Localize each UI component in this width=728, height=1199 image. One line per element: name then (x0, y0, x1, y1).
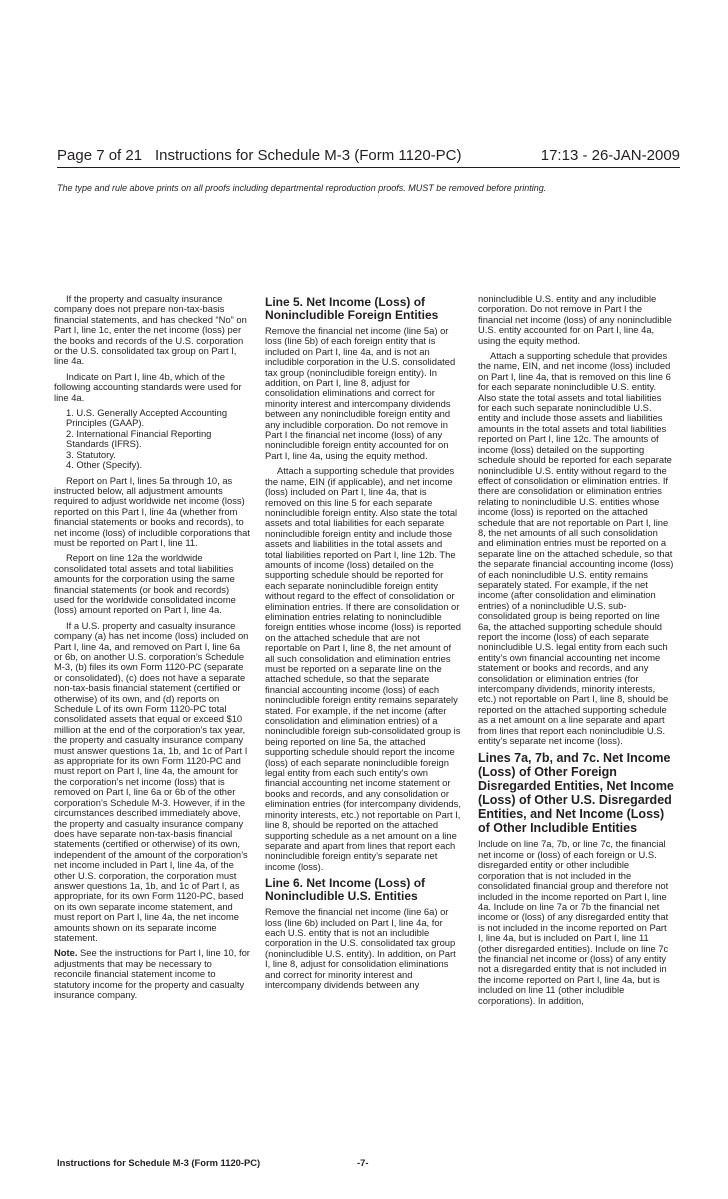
note-paragraph (54, 948, 250, 1000)
column-1 (54, 294, 250, 1005)
section-heading-line-5: Line 5. Net Income (Loss) of Nonincludible Foreign Entities (265, 295, 439, 322)
paragraph: Remove the financial net income (line 5a) or loss (line 5b) of each foreign entity that is included on Part I, line 4a, and is not an includible corporation in the U.S. consolidated tax group (nonincludible foreign entity). In addition, on Part I, line 8, adjust for consolidation eliminations and correct for minority interest and intercompany dividends between any nonincludible foreign entity and any includible corporation. Do not remove in Part I the financial net income (loss) of any nonincludible foreign entity accounted for on Part I, line 4a, using the equity method. (265, 325, 456, 461)
section-heading-line-6: Line 6. Net Income (Loss) of Nonincludible U.S. Entities (265, 876, 426, 904)
list-item: 1. U.S. Generally Accepted Accounting Principles (GAAP). (66, 407, 228, 429)
paragraph: Attach a supporting schedule that provides the name, EIN, and net income (loss) included on Part I, line 4a, that is removed on this line 6 for each separate nonincludible U.S. entity. Also state the total assets and total liabilities for each such separate nonincludible U.S. entity and include those assets and liabilities amounts in the total assets and total liabilities reported on Part I, line 12c. The amounts of income (loss) detailed on the supporting schedule should be reported for each separate nonincludible U.S. entity without regard to the effect of consolidation or elimination entries. If there are consolidation or elimination entries relating to nonincludible U.S. entities whose income (loss) is reported on the attached schedule that are not reportable on Part I, line 8, the net amounts of all such consolidation and elimination entries must be reported on a separate line on the attached schedule, so that the separate financial accounting income (loss) of each nonincludible U.S. entity remains separately stated. For example, if the net income (after consolidation and elimination entries) of a nonincludible U.S. sub-consolidated group is being reported on line 6a, the attached supporting schedule should report the income (loss) of each separate nonincludible U.S. legal entity from each such entity’s own financial accounting net income statement or books and records, and any consolidation or elimination entries (for intercompany dividends, minority interests, etc.) not reportable on Part I, line 8, should be reported on the attached supporting schedule as a net amount on a line separate and apart from lines that report each nonincludible U.S. entity’s separate net income (loss). (478, 350, 674, 747)
print-timestamp: 17:13 - 26-JAN-2009 (540, 147, 680, 164)
note-text: See the instructions for Part I, line 10, for adjustments that may be necessary to reconcile financial statement income to statutory income for the property and casualty insurance company. (54, 947, 250, 1000)
document-title: Instructions for Schedule M-3 (Form 1120-PC) (155, 147, 462, 164)
proof-note: The type and rule above prints on all proofs including departmental reproduction proofs. MUST be removed before printing. (57, 183, 547, 193)
list-item: 3. Statutory. (66, 448, 116, 460)
footer-page-number: -7- (357, 1157, 369, 1168)
paragraph: Report on Part I, lines 5a through 10, as instructed below, all adjustment amounts required to adjust worldwide net income (loss) reported on this Part I, line 4a (whether from financial statements or books and records), to net income (loss) of includible corporations that must be reported on Part I, line 11. (54, 474, 250, 548)
section-heading-lines-7: Lines 7a, 7b, and 7c. Net Income (Loss) of Other Foreign Disregarded Entities, Net Income (Loss) of Other U.S. Disregarded Entities, and Net Income (Loss) of Other Includible Entities (478, 751, 674, 836)
paragraph: Include on line 7a, 7b, or line 7c, the financial net income or (loss) of each foreign or U.S. disregarded entity or other includible corporation that is not included in the consolidated financial group and therefore not included in the income reported on Part I, line 4a. Include on line 7a or 7b the financial net income or (loss) of any disregarded entity that is not included in the income reported on Part I, line 4a, but is included on Part I, line 11 (other disregarded entities). Include on line 7c the financial net income or (loss) of any entity not a disregarded entity that is not included in the income reported on Part I, line 4a, but is included on line 11 (other includible corporations). In addition, (478, 838, 669, 1006)
note-label: Note. (54, 947, 78, 959)
list-item: 2. International Financial Reporting Standards (IFRS). (66, 427, 212, 450)
page-number: Page 7 of 21 (57, 147, 143, 164)
paragraph: Indicate on Part I, line 4b, which of the following accounting standards were used for line 4a. (54, 370, 242, 403)
paragraph: Report on line 12a the worldwide consolidated total assets and total liabilities amounts for the corporation using the same financial statements (or book and records) used for the worldwide consolidated income (loss) amount reported on Part I, line 4a. (54, 552, 236, 616)
paragraph: Remove the financial net income (line 6a) or loss (line 6b) included on Part I, line 4a, for each U.S. entity that is not an includible corporation in the U.S. consolidated tax group (nonincludible U.S. entity). In addition, on Part I, line 8, adjust for consolidation eliminations and correct for minority interest and intercompany dividends between any (265, 906, 456, 990)
column-3 (478, 294, 674, 1011)
paragraph: If a U.S. property and casualty insurance company (a) has net income (loss) included on Part I, line 4a, and removed on Part I, line 6a or 6b, on another U.S. corporation’s Schedule M-3, (b) files its own Form 1120-PC (separate or consolidated), (c) does not have a separate non-tax-basis financial statement (certified or otherwise) of its own, and (d) reports on Schedule L of its own Form 1120-PC total consolidated assets that equal or exceed $10 million at the end of the corporation’s tax year, the property and casualty insurance company must answer questions 1a, 1b, and 1c of Part I as appropriate for its own Form 1120-PC and must report on Part I, line 4a, the amount for the corporation’s net income (loss) that is removed on Part I, line 6a or 6b of the other corporation’s Schedule M-3. However, if in the circumstances described immediately above, the property and casualty insurance company does have separate non-tax-basis financial statements (certified or otherwise) of its own, independent of the amount of the corporation’s net income included in Part I, line 4a, of the other U.S. corporation, the corporation must answer questions 1a, 1b, and 1c of Part I, as appropriate, for its own Form 1120-PC, based on its own separate income statement, and must report on Part I, line 4a, the net income amounts shown on its separate income statement. (54, 619, 249, 943)
column-2 (265, 294, 461, 995)
header-rule (57, 167, 680, 168)
paragraph: If the property and casualty insurance company does not prepare non-tax-basis financial statements, and has checked “No” on Part I, line 1c, enter the net income (loss) per the books and records of the U.S. corporation or the U.S. consolidated tax group on Part I, line 4a. (54, 293, 247, 367)
paragraph: Attach a supporting schedule that provides the name, EIN (if applicable), and net income (loss) included on Part I, line 4a, that is removed on this line 5 for each separate nonincludible foreign entity. Also state the total assets and total liabilities for each separate nonincludible foreign entity and include those assets and liabilities in the total assets and total liabilities reported on Part I, line 12b. The amounts of income (loss) detailed on the supporting schedule should be reported for each separate nonincludible foreign entity without regard to the effect of consolidation or elimination entries. If there are consolidation or elimination entries relating to nonincludible foreign entities whose income (loss) is reported on the attached schedule that are not reportable on Part I, line 8, the net amount of all such consolidation and elimination entries must be reported on a separate line on the attached schedule, so that the separate financial accounting income (loss) of each nonincludible foreign entity remains separately stated. For example, if the net income (after consolidation and elimination entries) of a nonincludible foreign sub-consolidated group is being reported on line 5a, the attached supporting schedule should report the income (loss) of each separate nonincludible foreign legal entity from each such entity’s own financial accounting net income statement or books and records, and any consolidation or elimination entries (for intercompany dividends, minority interests, etc.) not reportable on Part I, line 8, should be reported on the attached supporting schedule as a net amount on a line separate and apart from lines that report each nonincludible foreign entity’s separate net income (loss). (265, 465, 461, 872)
footer-title: Instructions for Schedule M-3 (Form 1120-PC) (57, 1157, 261, 1168)
paragraph: nonincludible U.S. entity and any includible corporation. Do not remove in Part I the financial net income (loss) of any nonincludible U.S. entity accounted for on Part I, line 4a, using the equity method. (478, 293, 672, 346)
list-item: 4. Other (Specify). (66, 459, 143, 471)
